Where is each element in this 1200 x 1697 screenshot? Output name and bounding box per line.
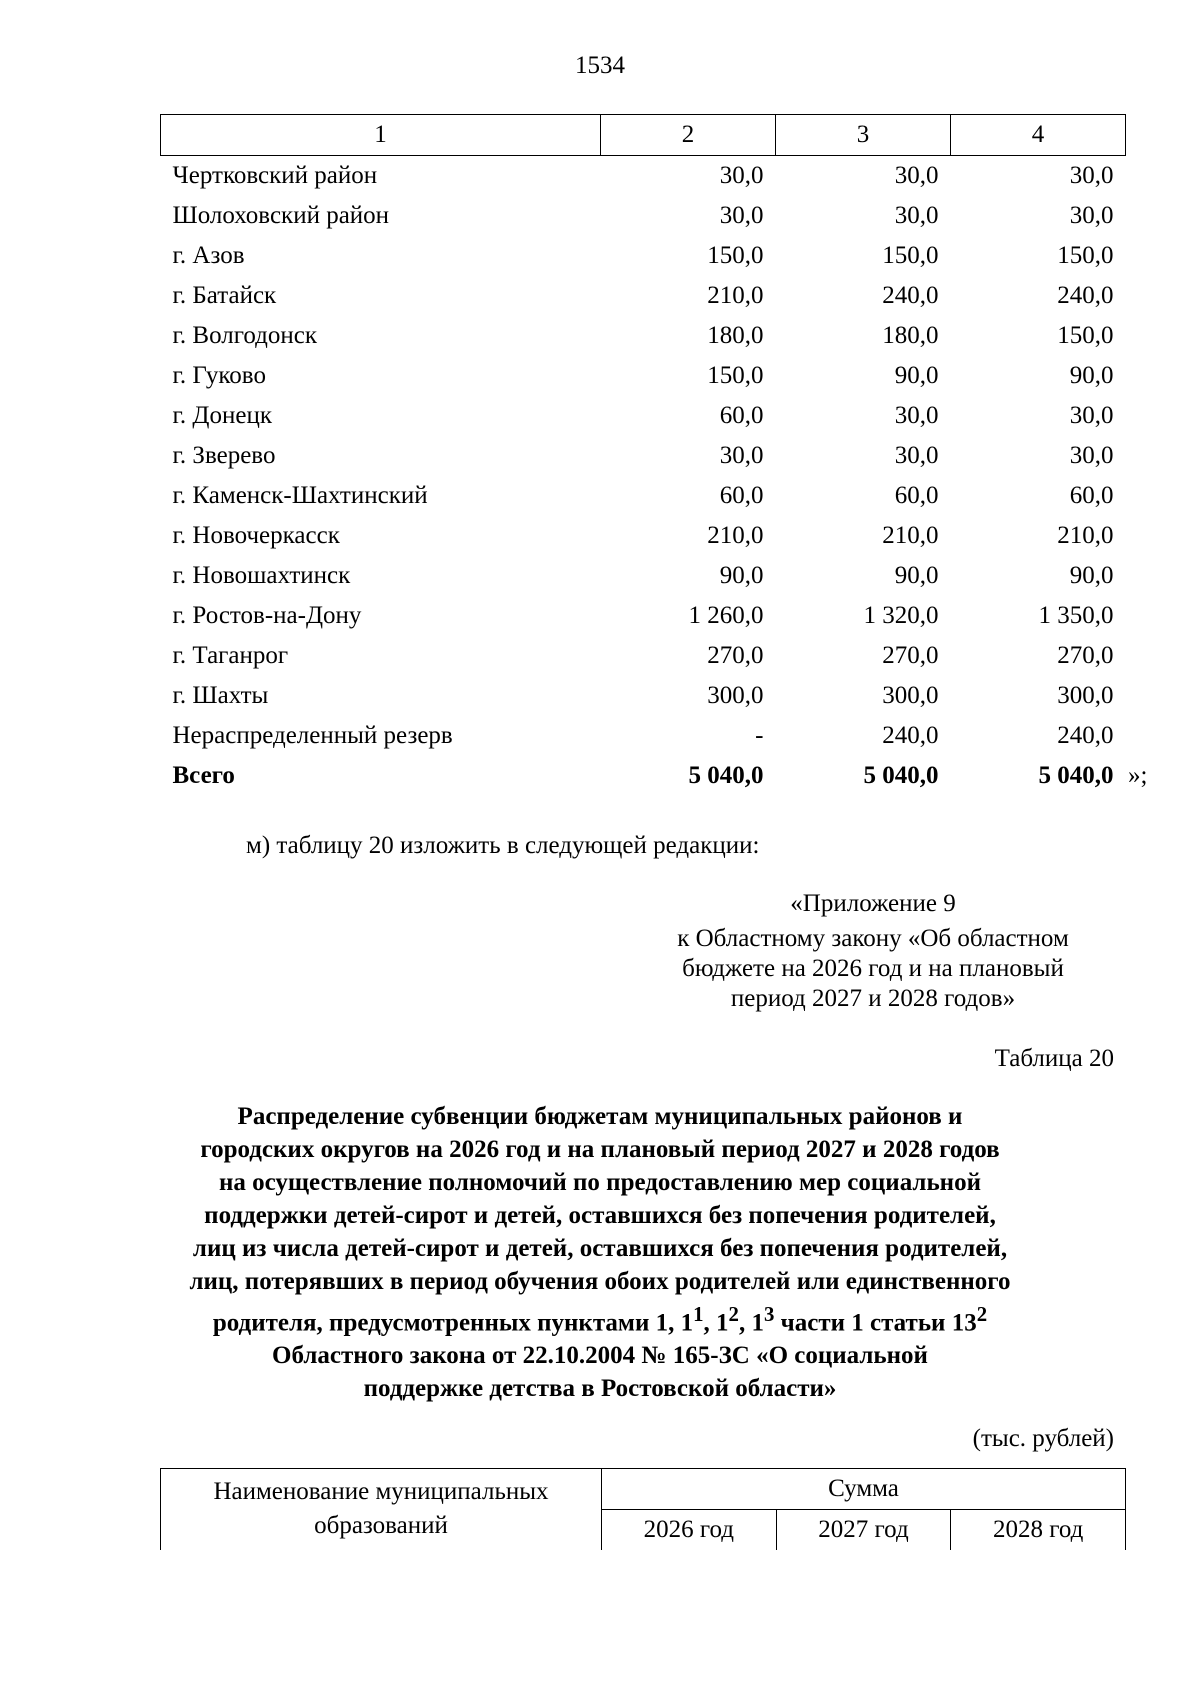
heading-line: Областного закона от 22.10.2004 № 165-ЗС «О социальной <box>272 1342 928 1370</box>
municipality-name: г. Ростов-на-Дону <box>172 602 362 629</box>
value-2027: 240,0 <box>882 282 939 309</box>
appendix-subtitle: к Областному закону «Об областном <box>677 925 1069 952</box>
heading-line: на осуществление полномочий по предоставлению мер социальной <box>219 1169 981 1196</box>
value-2028: 90,0 <box>1069 562 1114 589</box>
municipality-name: г. Батайск <box>172 282 277 309</box>
heading-line: поддержки детей-сирот и детей, оставшихся без попечения родителей, <box>204 1202 996 1229</box>
value-2027: 210,0 <box>882 522 939 549</box>
table-row <box>161 436 1126 476</box>
value-2027: 60,0 <box>894 482 939 509</box>
header-line: образований <box>314 1512 448 1539</box>
value-2026: 1 260,0 <box>688 602 764 629</box>
total-2027: 5 040,0 <box>863 762 939 789</box>
value-2027: 90,0 <box>894 562 939 589</box>
value-2026: - <box>755 722 764 749</box>
heading-text: части 1 статьи 13 <box>774 1309 977 1337</box>
value-2026: 30,0 <box>719 202 764 229</box>
value-2026: 90,0 <box>719 562 764 589</box>
column-number-header: 4 <box>951 115 1126 156</box>
municipality-name: г. Волгодонск <box>172 322 318 349</box>
table-row <box>161 396 1126 436</box>
municipality-name: г. Каменск-Шахтинский <box>172 482 428 509</box>
total-2028: 5 040,0 <box>1038 762 1114 789</box>
municipality-name: г. Донецк <box>172 402 272 429</box>
value-2027: 30,0 <box>894 202 939 229</box>
municipality-name: г. Новошахтинск <box>172 562 351 589</box>
superscript: 2 <box>728 1302 739 1326</box>
heading-line: Распределение субвенции бюджетам муниципальных районов и <box>237 1103 963 1130</box>
value-2027: 300,0 <box>882 682 939 709</box>
column-number-header: 1 <box>161 115 601 156</box>
heading-line: лиц из числа детей-сирот и детей, оставшихся без попечения родителей, <box>192 1235 1008 1262</box>
value-2028: 240,0 <box>1057 722 1114 749</box>
allocation-table-continued <box>160 114 1126 796</box>
value-2028: 210,0 <box>1057 522 1114 549</box>
heading-line: городских округов на 2026 год и на плановый период 2027 и 2028 годов <box>200 1136 1000 1163</box>
table-row <box>161 356 1126 396</box>
heading-text: родителя, предусмотренных пунктами 1, 1 <box>212 1309 694 1337</box>
table-row <box>161 196 1126 236</box>
table-row <box>161 316 1126 356</box>
value-2027: 180,0 <box>882 322 939 349</box>
amendment-instruction: м) таблицу 20 изложить в следующей редакции: <box>246 832 760 859</box>
total-2026: 5 040,0 <box>688 762 764 789</box>
total-label: Всего <box>172 762 235 789</box>
municipality-name-header <box>161 1469 602 1551</box>
value-2027: 150,0 <box>882 242 939 269</box>
closing-quote: »; <box>1128 762 1148 789</box>
year-header: 2027 год <box>776 1510 951 1551</box>
table-row <box>161 596 1126 636</box>
superscript: 1 <box>693 1302 704 1326</box>
value-2027: 30,0 <box>894 402 939 429</box>
value-2026: 30,0 <box>719 442 764 469</box>
table-row <box>161 636 1126 676</box>
municipality-name: Чертковский район <box>172 162 378 189</box>
table-row <box>161 716 1126 756</box>
value-2026: 180,0 <box>707 322 764 349</box>
appendix-subtitle: бюджете на 2026 год и на плановый <box>682 955 1064 982</box>
superscript: 3 <box>763 1302 775 1326</box>
superscript: 2 <box>976 1302 988 1326</box>
value-2027: 240,0 <box>882 722 939 749</box>
column-number-header: 2 <box>601 115 776 156</box>
value-2028: 90,0 <box>1069 362 1114 389</box>
value-2027: 270,0 <box>882 642 939 669</box>
table-row <box>161 676 1126 716</box>
municipality-name: Шолоховский район <box>172 202 390 229</box>
value-2027: 1 320,0 <box>863 602 939 629</box>
municipality-name: г. Новочеркасск <box>172 522 340 549</box>
header-row <box>161 1469 1126 1510</box>
value-2028: 30,0 <box>1069 442 1114 469</box>
value-2028: 30,0 <box>1069 202 1114 229</box>
value-2026: 210,0 <box>707 522 764 549</box>
appendix-subtitle: период 2027 и 2028 годов» <box>730 985 1016 1012</box>
table-row <box>161 556 1126 596</box>
value-2028: 300,0 <box>1057 682 1114 709</box>
table-row <box>161 516 1126 556</box>
table-label: Таблица 20 <box>994 1045 1114 1072</box>
units-label: (тыс. рублей) <box>972 1425 1114 1452</box>
municipality-name: г. Гуково <box>172 362 266 389</box>
value-2026: 60,0 <box>719 482 764 509</box>
subvention-table-header <box>160 1468 1126 1550</box>
value-2026: 150,0 <box>707 242 764 269</box>
value-2027: 30,0 <box>894 442 939 469</box>
table-row <box>161 156 1126 197</box>
value-2028: 270,0 <box>1057 642 1114 669</box>
municipality-name: г. Таганрог <box>172 642 289 669</box>
value-2026: 30,0 <box>719 162 764 189</box>
value-2026: 60,0 <box>719 402 764 429</box>
heading-text: , 1 <box>738 1309 764 1337</box>
value-2028: 30,0 <box>1069 402 1114 429</box>
page-number: 1534 <box>575 52 625 79</box>
sum-header: Сумма <box>602 1469 1126 1510</box>
table-row <box>161 476 1126 516</box>
appendix-title: «Приложение 9 <box>790 890 956 917</box>
value-2026: 300,0 <box>707 682 764 709</box>
value-2027: 90,0 <box>894 362 939 389</box>
column-number-header-row <box>161 115 1126 156</box>
total-row <box>161 756 1126 796</box>
municipality-name: Нераспределенный резерв <box>172 722 453 749</box>
table-row <box>161 236 1126 276</box>
value-2028: 150,0 <box>1057 242 1114 269</box>
value-2026: 210,0 <box>707 282 764 309</box>
municipality-name: г. Шахты <box>172 682 269 709</box>
value-2026: 270,0 <box>707 642 764 669</box>
header-line: Наименование муниципальных <box>213 1478 549 1505</box>
municipality-name: г. Азов <box>172 242 245 269</box>
value-2027: 30,0 <box>894 162 939 189</box>
heading-line <box>100 1298 1100 1339</box>
value-2028: 30,0 <box>1069 162 1114 189</box>
value-2026: 150,0 <box>707 362 764 389</box>
heading-text: , 1 <box>703 1309 729 1337</box>
table-row <box>161 276 1126 316</box>
heading-line: поддержке детства в Ростовской области» <box>363 1375 837 1403</box>
table-heading <box>100 1100 1100 1405</box>
value-2028: 60,0 <box>1069 482 1114 509</box>
heading-line: лиц, потерявших в период обучения обоих родителей или единственного <box>189 1268 1011 1295</box>
year-header: 2028 год <box>951 1510 1126 1551</box>
year-header: 2026 год <box>602 1510 777 1551</box>
value-2028: 240,0 <box>1057 282 1114 309</box>
value-2028: 150,0 <box>1057 322 1114 349</box>
municipality-name: г. Зверево <box>172 442 276 469</box>
column-number-header: 3 <box>776 115 951 156</box>
value-2028: 1 350,0 <box>1038 602 1114 629</box>
